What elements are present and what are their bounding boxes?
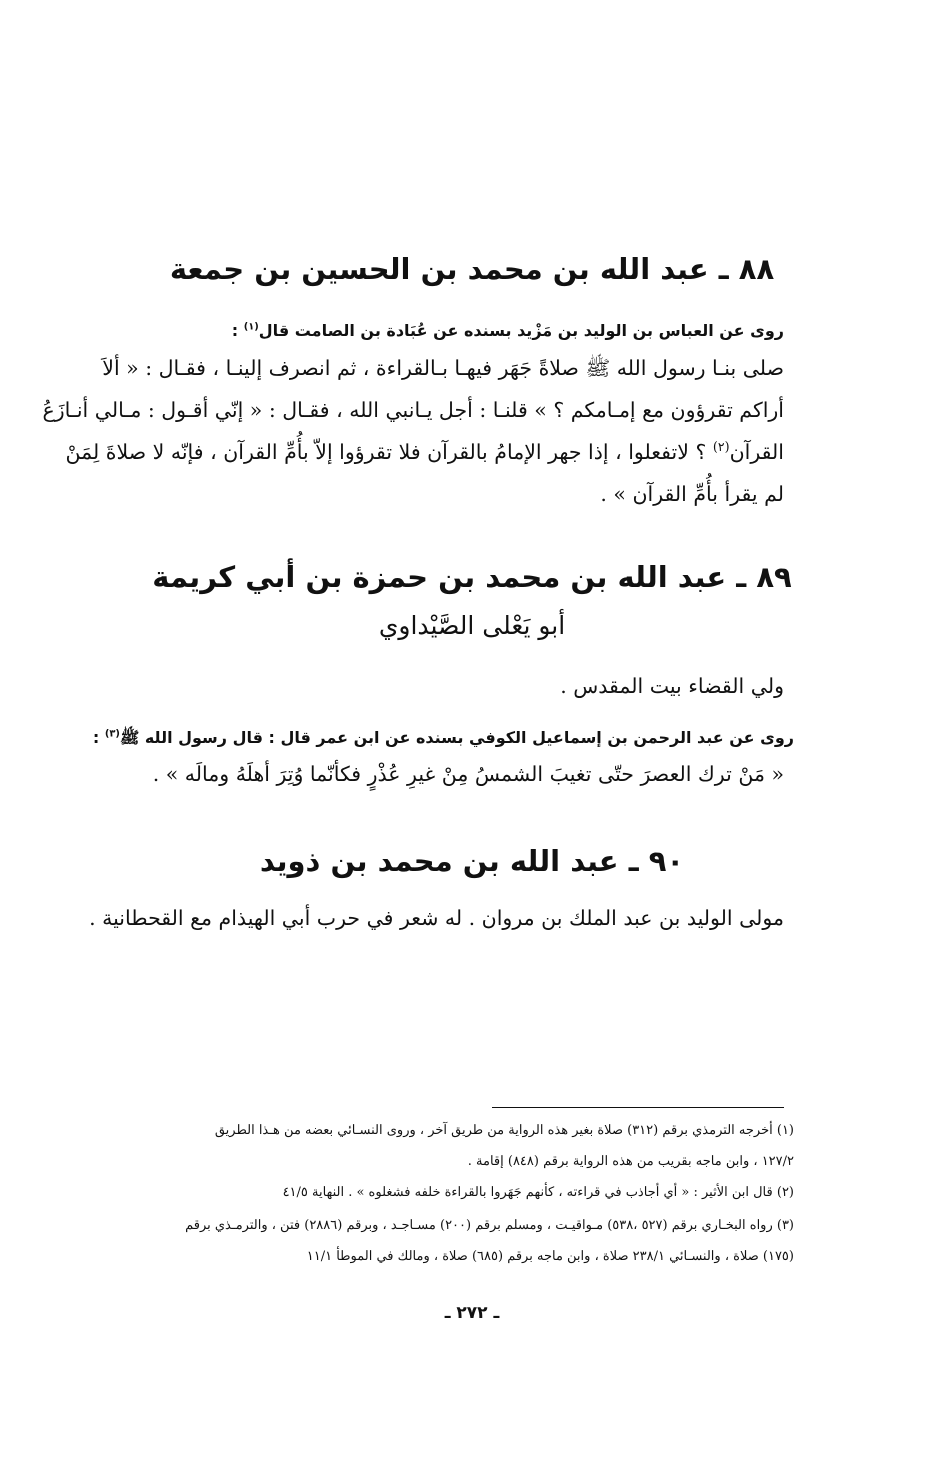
entry-90-text: مولى الوليد بن عبد الملك بن مروان . له شعر في حرب أبي الهيذام مع القحطانية .: [89, 906, 784, 930]
entry-89-narration: [92, 728, 794, 751]
entry-88-text-line-4: لم يقرأ بأُمِّ القرآن » .: [600, 482, 784, 506]
narration-text: روى عن عبد الرحمن بن إسماعيل الكوفي بسنده عن ابن عمر قال : قال رسول الله ﷺ: [119, 728, 794, 747]
footnote-3-line-1: (٣) رواه البخـاري برقم (٥٢٧ ،٥٣٨) مـواقيـت ، ومسلم برقم (٢٠٠) مسـاجـد ، وبرقم (٢٨٨٦) فتن ، والترمـذي برقم: [185, 1218, 794, 1233]
page-number: ـ ٢٧٢ ـ: [444, 1303, 500, 1323]
entry-88-text-line-1: صلى بنـا رسول الله ﷺ صلاةً جَهَر فيهـا بـالقراءة ، ثم انصرف إلينـا ، فقـال : « ألاَ: [102, 356, 784, 380]
entry-88-text-line-2: أراكم تقرؤون مع إمـامكم ؟ » قلنـا : أجل يـانبي الله ، فقـال : « إنّي أقـول : مـالي أنـازَعُ: [42, 398, 784, 422]
footnote-ref-3: (٣): [104, 728, 120, 740]
footnote-3-line-2: (١٧٥) صلاة ، والنسـائي ٢٣٨/١ صلاة ، وابن ماجه برقم (٦٨٥) صلاة ، ومالك في الموطأ ١١/١: [306, 1249, 794, 1264]
entry-88-heading: ٨٨ ـ عبد الله بن محمد بن الحسين بن جمعة: [169, 252, 775, 286]
text-segment: القرآن: [729, 440, 784, 464]
entry-90-heading: ٩٠ ـ عبد الله بن محمد بن ذويد: [259, 844, 685, 878]
entry-89-hadith: « مَنْ ترك العصرَ حتّى تغيبَ الشمسُ مِنْ غيرِ عُذْرٍ فكأنّما وُتِرَ أهلَهُ ومالَه » .: [152, 762, 784, 786]
entry-88-narration: [144, 321, 784, 340]
narration-colon: :: [92, 728, 105, 747]
footnote-separator: [492, 1107, 784, 1108]
entry-89-kunya: أبو يَعْلى الصَّيْداوي: [378, 611, 566, 640]
entry-88-text-line-3: [65, 439, 784, 464]
footnote-1-line-2: ١٢٧/٢ ، وابن ماجه بقريب من هذه الرواية برقم (٨٤٨) إقامة .: [467, 1154, 794, 1169]
footnote-1-line-1: (١) أخرجه الترمذي برقم (٣١٢) صلاة بغير هذه الرواية من طريق آخر ، وروى النسـائي بعضه من هـذا الطريق: [214, 1123, 794, 1138]
narration-colon: :: [231, 321, 244, 340]
entry-89-heading: ٨٩ ـ عبد الله بن محمد بن حمزة بن أبي كريمة: [152, 560, 792, 594]
footnote-2: (٢) قال ابن الأثير : « أي أجاذب في قراءته ، كأنهم جَهَروا بالقراءة خلفه فشغلوه » . النهاية ٤١/٥: [282, 1185, 794, 1200]
narration-text: روى عن العباس بن الوليد بن مَزْيد بسنده عن عُبَادة بن الصامت قال: [258, 321, 784, 340]
footnote-ref-1: (١): [243, 321, 259, 333]
footnote-ref-2: (٢): [712, 439, 730, 455]
entry-89-office: ولي القضاء بيت المقدس .: [560, 674, 784, 698]
text-segment: ؟ لاتفعلوا ، إذا جهر الإمامُ بالقرآن فلا تقرؤوا إلاّ بأُمِّ القرآن ، فإنّه لا صلاةَ لِمَنْ: [65, 440, 713, 464]
